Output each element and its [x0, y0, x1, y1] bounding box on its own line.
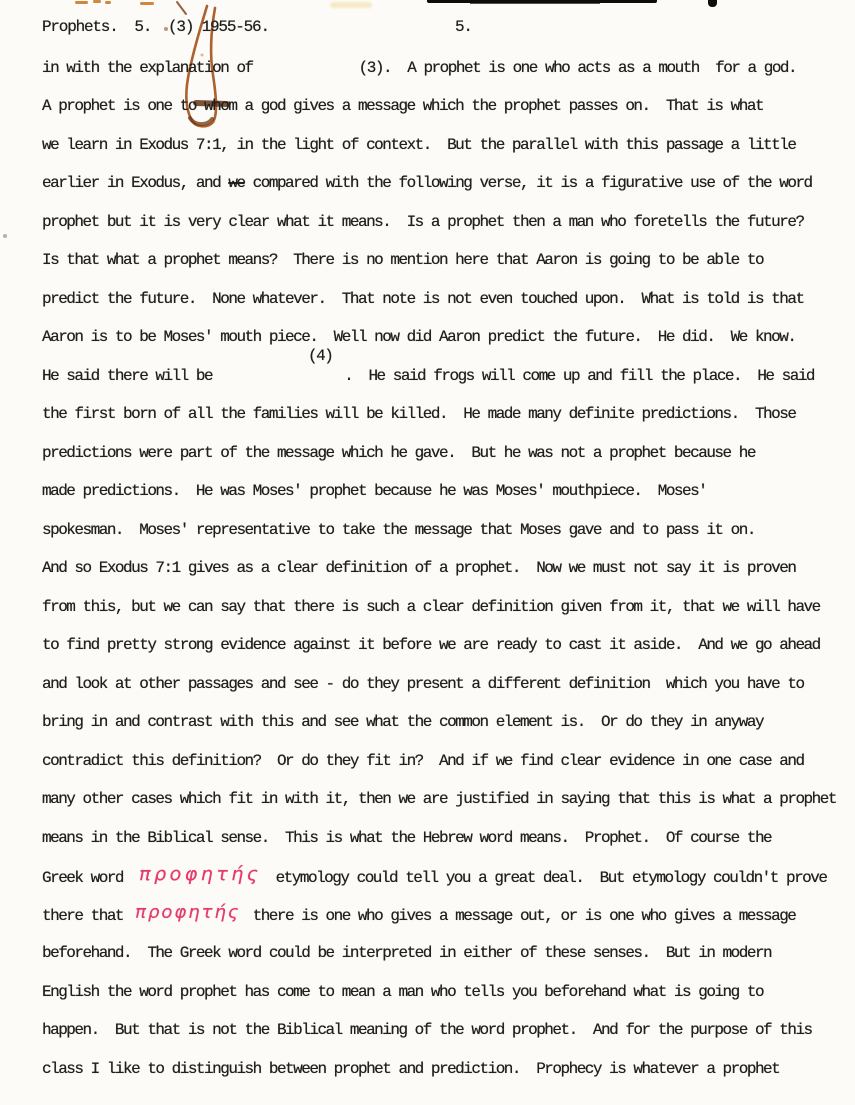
typed-line [42, 982, 763, 1002]
typed-line [42, 96, 763, 116]
typed-text: Greek word [42, 869, 132, 887]
typed-line [42, 597, 820, 617]
typed-text: in with the explanation of [42, 59, 253, 77]
typed-line [42, 327, 795, 347]
typed-text: compared with the following verse, it is a figurative use of the word [244, 174, 812, 192]
typed-text: means in the Biblical sense. This is what the Hebrew word means. Prophet. Of course the [42, 829, 772, 847]
typed-line [42, 289, 804, 309]
typed-line [42, 520, 755, 540]
typed-text: predictions were part of the message which he gave. But he was not a prophet because he [42, 444, 755, 462]
typed-gap [212, 379, 344, 380]
typed-gap [253, 71, 359, 72]
document-header: Prophets. 5. (3) 1955-56. [42, 18, 269, 36]
typed-line [42, 558, 795, 578]
typed-line [42, 58, 796, 78]
stain-dash [93, 0, 101, 3]
typed-text: etymology could tell you a great deal. But etymology couldn't prove [267, 869, 827, 887]
typed-text: predict the future. None whatever. That note is not even touched upon. What is told is that [42, 290, 804, 308]
handwritten-greek-word: προφητής [139, 863, 262, 885]
typed-text: from this, but we can say that there is such a clear definition given from it, that we will have [42, 598, 820, 616]
typed-text: spokesman. Moses' representative to take the message that Moses gave and to pass it on. [42, 521, 755, 539]
typed-text: made predictions. He was Moses' prophet because he was Moses' mouthpiece. Moses' [42, 482, 707, 500]
stain-dash [105, 1, 111, 4]
typed-text: beforehand. The Greek word could be interpreted in either of these senses. But in modern [42, 944, 772, 962]
scan-edge-artifact [708, 0, 717, 7]
typed-line [42, 135, 795, 155]
typed-line [42, 635, 820, 655]
typed-text: prophet but it is very clear what it means. Is a prophet then a man who foretells the future? [42, 213, 804, 231]
handwritten-greek-word: προφητής [135, 902, 241, 923]
struck-out-word: we [228, 174, 245, 192]
typed-line [42, 674, 804, 694]
typed-text: there is one who gives a message out, or is one who gives a message [244, 907, 796, 925]
typed-text: bring in and contrast with this and see what the common element is. Or do they in anyway [42, 713, 764, 731]
scan-edge-artifact [470, 2, 600, 4]
typed-line [42, 943, 771, 963]
typed-text: the first born of all the families will be killed. He made many definite predictions. Those [42, 405, 796, 423]
typed-text: many other cases which fit in with it, then we are justified in saying that this is what a prophet [42, 790, 836, 808]
stain-dash [140, 2, 154, 5]
stain-dash [75, 1, 88, 4]
speck [3, 234, 7, 238]
typed-text: (3). A prophet is one who acts as a mouth for a god. [358, 59, 797, 77]
typed-text: class I like to distinguish between prophet and prediction. Prophecy is whatever a prophet [42, 1060, 780, 1078]
typed-line [42, 481, 706, 501]
typed-line [42, 250, 763, 270]
typed-line [42, 443, 755, 463]
typed-text: Aaron is to be Moses' mouth piece. Well now did Aaron predict the future. He did. We know. [42, 328, 796, 346]
insert-mark-line [308, 346, 332, 366]
typed-text: He said there will be [42, 367, 213, 385]
typed-text: to find pretty strong evidence against it before we are ready to cast it aside. And we go ahead [42, 636, 820, 654]
typed-line [42, 828, 771, 848]
stain-smudge [330, 2, 372, 8]
typed-text: Is that what a prophet means? There is no mention here that Aaron is going to be able to [42, 251, 764, 269]
typed-text: we learn in Exodus 7:1, in the light of context. But the parallel with this passage a little [42, 136, 796, 154]
typed-text: . He said frogs will come up and fill the place. He said [344, 367, 815, 385]
typed-text: English the word prophet has come to mean a man who tells you beforehand what is going to [42, 983, 764, 1001]
typed-text: A prophet is one to whom a god gives a message which the prophet passes on. That is what [42, 97, 764, 115]
typed-text: happen. But that is not the Biblical meaning of the word prophet. And for the purpose of this [42, 1021, 812, 1039]
typed-line [42, 751, 804, 771]
typed-line [42, 366, 814, 386]
page-number: 5. [455, 18, 472, 36]
typed-line [42, 789, 836, 809]
typed-line [42, 1059, 779, 1079]
typed-line [42, 1020, 812, 1040]
typed-line [42, 712, 763, 732]
typed-text: earlier in Exodus, and [42, 174, 229, 192]
typed-text: And so Exodus 7:1 gives as a clear definition of a prophet. Now we must not say it is proven [42, 559, 796, 577]
typed-text: (4) [308, 347, 333, 365]
typed-text: there that [42, 907, 132, 925]
typed-text: and look at other passages and see - do they present a different definition which you have to [42, 675, 804, 693]
typed-line [42, 212, 804, 232]
typed-line [42, 863, 827, 888]
typed-line [42, 404, 795, 424]
typed-line [42, 902, 796, 926]
typed-text: contradict this definition? Or do they fit in? And if we find clear evidence in one case and [42, 752, 804, 770]
typed-line [42, 173, 812, 193]
